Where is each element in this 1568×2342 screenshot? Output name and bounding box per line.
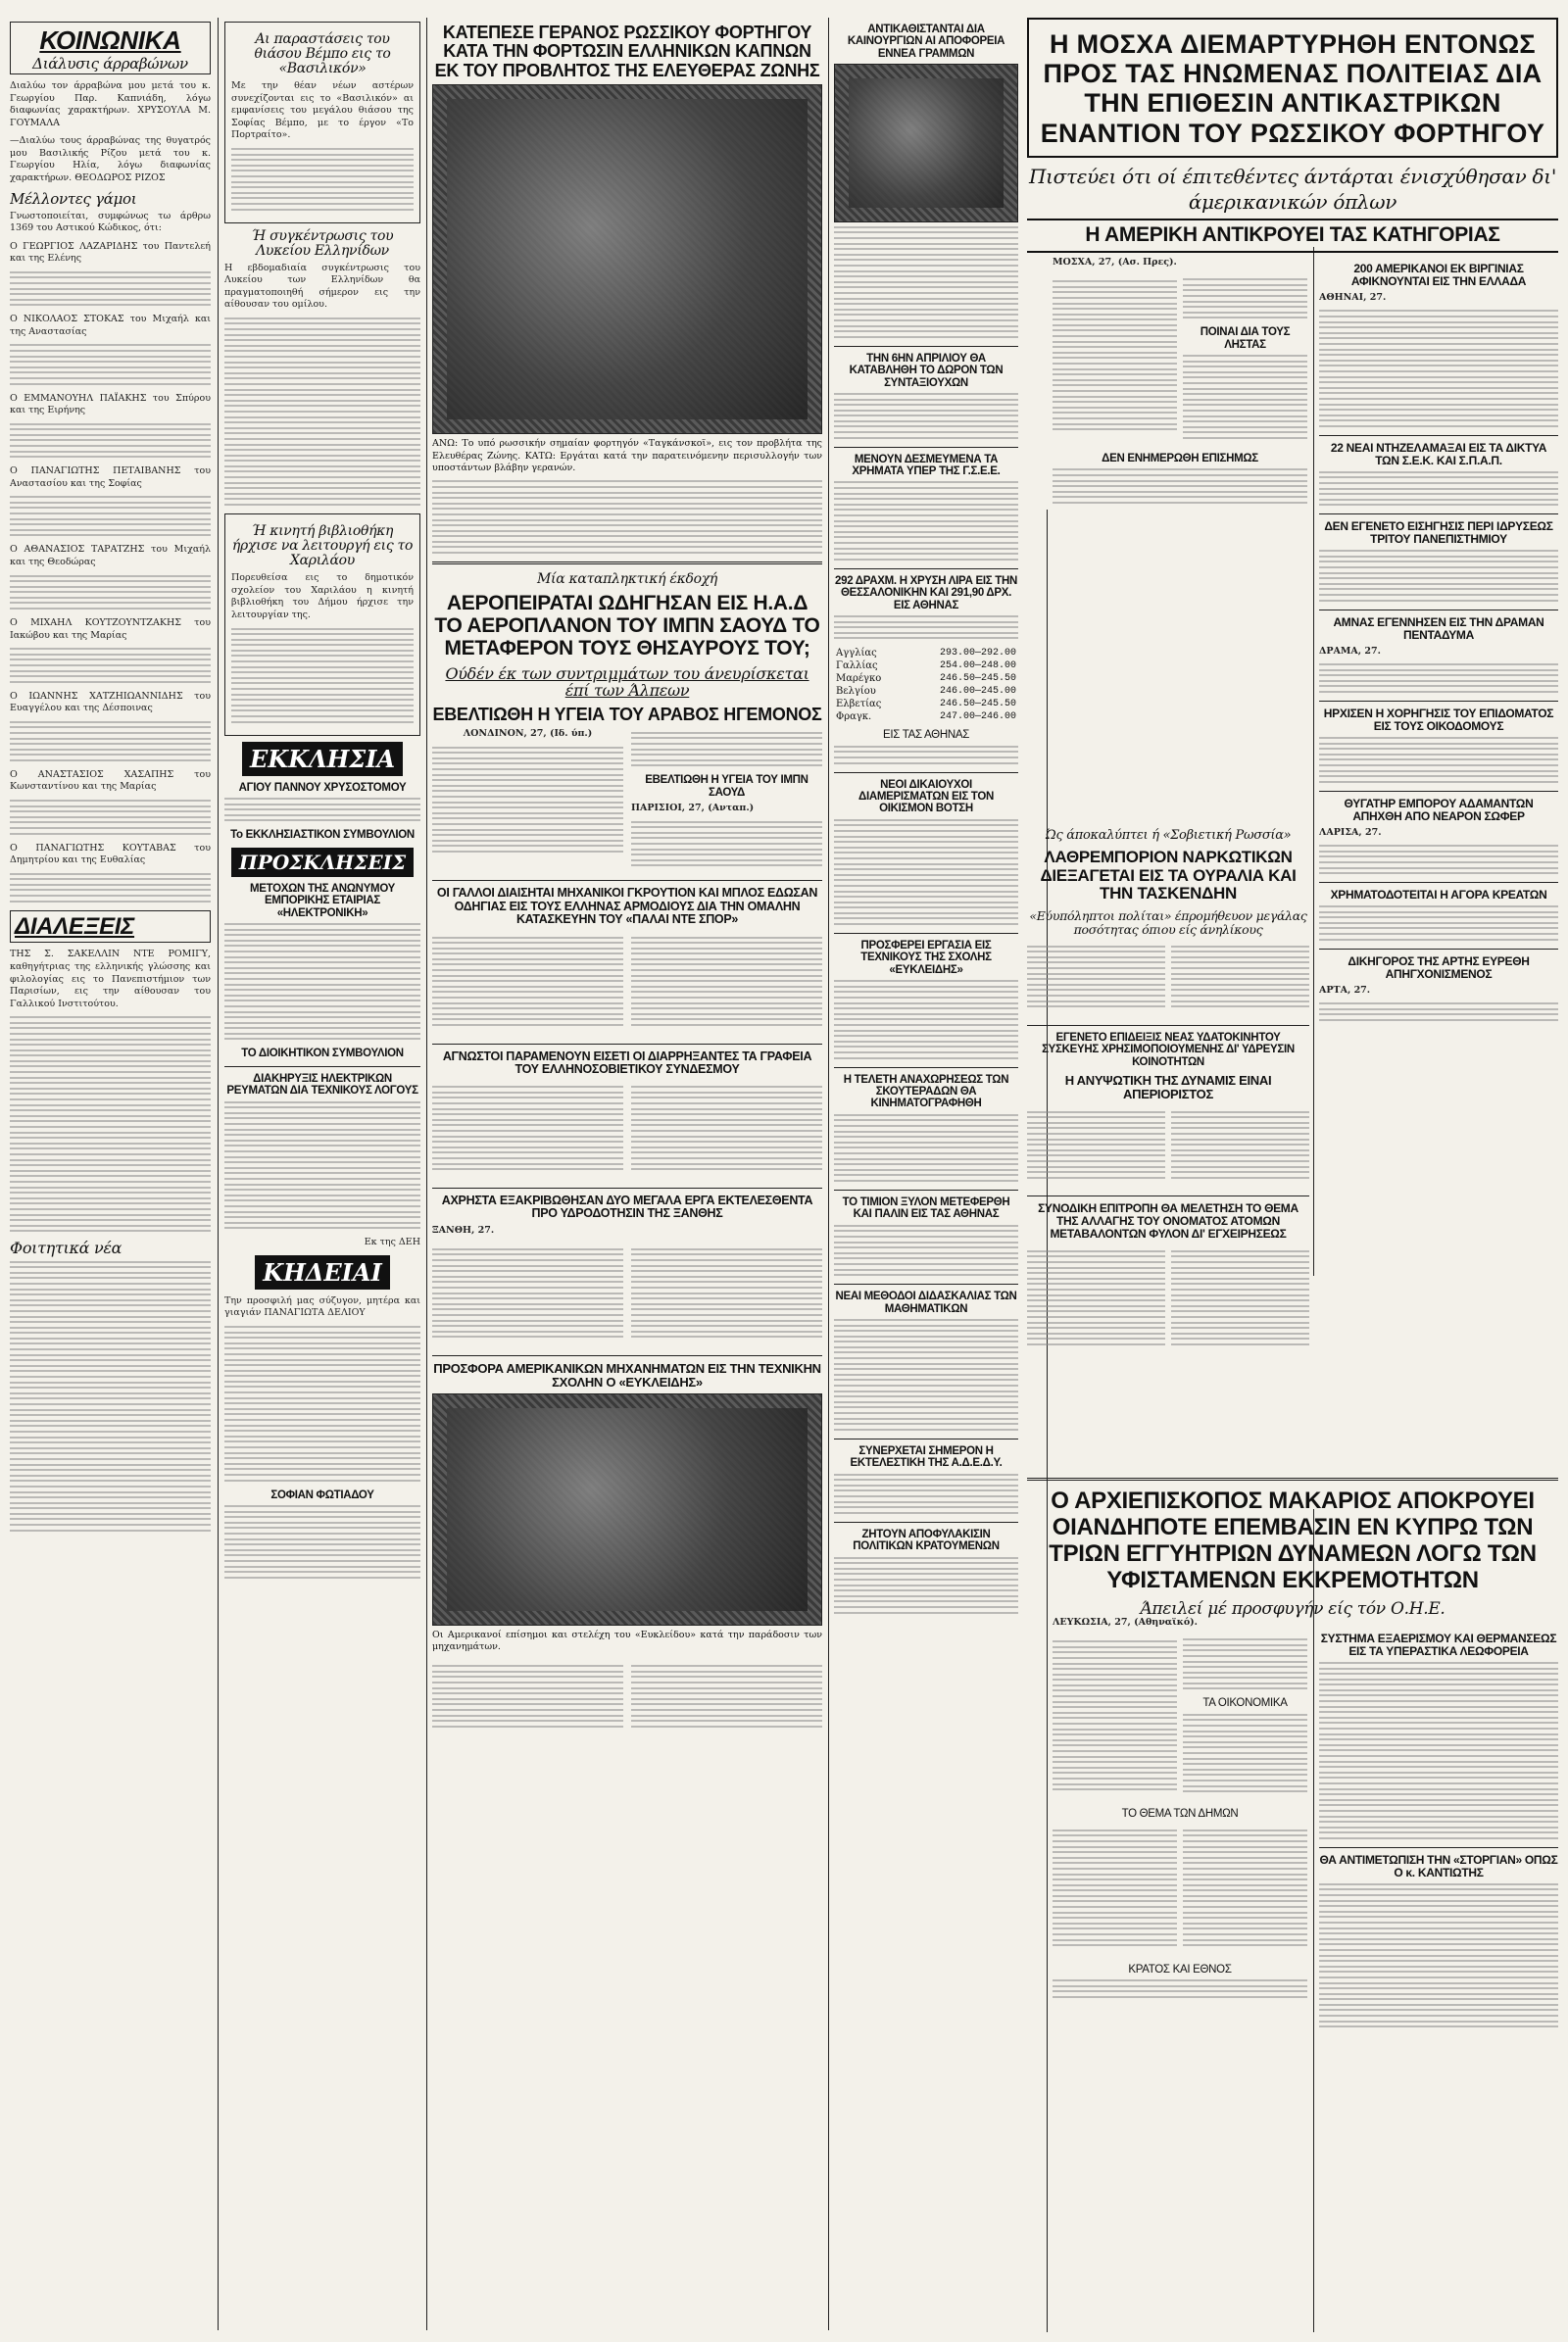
theatre-text: Με την θέαν νέων αστέρων συνεχίζονται εις το «Βασιλικόν» αι εμφανίσεις του μεγάλου θιάσου της Σοφίας Βέμπο, με το έργον «Το Πορτραίτο». [231,80,414,141]
denial-title: ΔΕΝ ΕΝΗΜΕΡΩΘΗ ΕΠΙΣΗΜΩΣ [1102,453,1258,464]
wedding-notice: Ο ΓΕΩΡΓΙΟΣ ΛΑΖΑΡΙΔΗΣ του Παντελεή και της Ελένης [10,240,211,265]
health-subhead: ΕΒΕΛΤΙΩΘΗ Η ΥΓΕΙΑ ΤΟΥ ΙΜΠΝ ΣΑΟΥΔ [645,774,808,799]
funerals-name: ΣΟΦΙΑΝ ΦΩΤΙΑΔΟΥ [270,1488,374,1501]
right-headline: ΘΥΓΑΤΗΡ ΕΜΠΟΡΟΥ ΑΔΑΜΑΝΤΩΝ ΑΠΗΧΘΗ ΑΠΟ ΝΕΑΡΟΝ ΣΩΦΕΡ [1344,796,1534,823]
wedding-notice: Ο ΑΝΑΣΤΑΣΙΟΣ ΧΑΣΑΠΗΣ του Κωνσταντίνου και της Μαρίας [10,768,211,793]
price-label: Βελγίου [836,686,876,698]
right-headline: ΔΙΚΗΓΟΡΟΣ ΤΗΣ ΑΡΤΗΣ ΕΥΡΕΘΗ ΑΠΗΓΧΟΝΙΣΜΕΝΟΣ [1348,953,1530,981]
column-announcements [224,18,420,1586]
price-value: 246.50—245.50 [939,673,1016,685]
brief-headline: ΑΝΤΙΚΑΘΙΣΤΑΝΤΑΙ ΔΙΑ ΚΑΙΝΟΥΡΓΙΩΝ ΑΙ ΑΠΟΦΟΡΕΙΑ ΕΝΝΕΑ ΓΡΑΜΜΩΝ [847,24,1005,60]
right-headline: ΔΕΝ ΕΓΕΝΕΤΟ ΕΙΣΗΓΗΣΙΣ ΠΕΡΙ ΙΔΡΥΣΕΩΣ ΤΡΙΤΟΥ ΠΑΝΕΠΙΣΤΗΜΙΟΥ [1324,519,1553,547]
gold-prices-table [834,647,1018,723]
column-news-center [432,18,822,1738]
hijack-subhead: Ούδέν έκ των συντριμμάτων του άνευρίσκεται έπί των Άλπεων [445,664,809,701]
right-dateline: ΑΡΤΑ, 27. [1319,984,1371,996]
culprits-headline: ΑΓΝΩΣΤΟΙ ΠΑΡΑΜΕΝΟΥΝ ΕΙΣΕΤΙ ΟΙ ΔΙΑΡΡΗΞΑΝΤΕΣ ΤΑ ΓΡΑΦΕΙΑ ΤΟΥ ΕΛΛΗΝΟΣΟΒΙΕΤΙΚΟΥ ΣΥΝΔΕΣΜΟΥ [442,1049,812,1077]
price-value: 293.00—292.00 [939,648,1016,659]
library-title: Ή κινητή βιβλιοθήκη ήρχισε να λειτουργή εις το Χαριλάου [231,523,414,569]
brief-headline: ΝΕΟΙ ΔΙΚΑΙΟΥΧΟΙ ΔΙΑΜΕΡΙΣΜΑΤΩΝ ΕΙΣ ΤΟΝ ΟΙΚΙΣΜΟΝ ΒΟΤΣΗ [858,778,994,815]
right-dateline: ΑΘΗΝΑΙ, 27. [1319,291,1387,303]
right-headline: ΗΡΧΙΣΕΝ Η ΧΟΡΗΓΗΣΙΣ ΤΟΥ ΕΠΙΔΟΜΑΤΟΣ ΕΙΣ ΤΟΥΣ ΟΙΚΟΔΟΜΟΥΣ [1323,707,1554,733]
wedding-notice: Ο ΠΑΝΑΓΙΩΤΗΣ ΚΟΥΤΑΒΑΣ του Δημητρίου και της Ευθαλίας [10,842,211,866]
football-headline: ΟΙ ΓΑΛΛΟΙ ΔΙΑΙΣΗΤΑΙ ΜΗΧΑΝΙΚΟΙ ΓΚΡΟΥΤΙΟΝ ΚΑΙ ΜΠΛΟΣ ΕΔΩΣΑΝ ΟΔΗΓΙΑΣ ΕΙΣ ΤΟΥΣ ΕΛΛΗΝΑΣ ΑΡΜΟΔΙΟΥΣ ΔΙΑ ΤΗΝ ΟΜΑΛΗΝ ΚΑΤΑΣΚΕΥΗΝ ΤΟΥ «ΠΑΛΑΙ ΝΤΕ ΣΠΟΡ» [436,886,818,927]
synod-headline: ΣΥΝΟΔΙΚΗ ΕΠΙΤΡΟΠΗ ΘΑ ΜΕΛΕΤΗΣΗ ΤΟ ΘΕΜΑ ΤΗΣ ΑΛΛΑΓΗΣ ΤΟΥ ΟΝΟΜΑΤΟΣ ΑΤΟΜΩΝ ΜΕΤΑΒΑΛΟΝΤΩΝ ΦΥΛΟΝ ΔΙ' ΕΓΧΕΙΡΗΣΕΩΣ [1038,1201,1298,1242]
weddings-intro: Γνωστοποιείται, συμφώνως τω άρθρω 1369 του Αστικού Κώδικος, ότι: [10,210,211,234]
main-dateline: ΜΟΣΧΑ, 27, (Ασ. Πρες). [1053,257,1177,268]
right-headline: ΣΥΣΤΗΜΑ ΕΞΑΕΡΙΣΜΟΥ ΚΑΙ ΘΕΡΜΑΝΣΕΩΣ ΕΙΣ ΤΑ ΥΠΕΡΑΣΤΙΚΑ ΛΕΩΦΟΡΕΙΑ [1320,1632,1557,1658]
price-value: 246.50—245.50 [939,699,1016,710]
right-headline: 22 ΝΕΑΙ ΝΤΗΖΕΛΑΜΑΞΑΙ ΕΙΣ ΤΑ ΔΙΚΤΥΑ ΤΩΝ Σ.Ε.Κ. ΚΑΙ Σ.Π.Α.Π. [1330,440,1547,467]
submarine-headline: ΕΓΕΝΕΤΟ ΕΠΙΔΕΙΞΙΣ ΝΕΑΣ ΥΔΑΤΟΚΙΝΗΤΟΥ ΣΥΣΚΕΥΗΣ ΧΡΗΣΙΜΟΠΟΙΟΥΜΕΝΗΣ ΔΙ' ΥΔΡΕΥΣΙΝ ΚΟΙΝΟΤΗΤΩΝ [1042,1031,1295,1068]
notice-2: —Διαλύω τους άρραβώνας της θυγατρός μου Βασιλικής Ρίζου μετά του κ. Γεωργίου Ηλία, λόγω διαφωνίας χαρακτήρων. ΘΕΟΔΩΡΟΣ ΡΙΖΟΣ [10,135,211,183]
notice-1: Διαλύω τον άρραβώνα μου μετά του κ. Γεωργίου Παρ. Καπνιάδη, λόγω διαφωνίας χαρακτήρων. ΧΡΥΣΟΥΛΑ Μ. ΓΟΥΜΑΛΑ [10,80,211,128]
funerals-text: Την προσφιλή μας σύζυγον, μητέρα και γιαγιάν ΠΑΝΑΓΙΩΤΑ ΔΕΛΙΟΥ [224,1294,420,1319]
school-headline: ΠΡΟΣΦΟΡΑ ΑΜΕΡΙΚΑΝΙΚΩΝ ΜΗΧΑΝΗΜΑΤΩΝ ΕΙΣ ΤΗΝ ΤΕΧΝΙΚΗΝ ΣΧΟΛΗΝ Ο «ΕΥΚΛΕΙΔΗΣ» [433,1360,821,1390]
price-value: 246.00—245.00 [939,686,1016,698]
students-title: Φοιτητικά νέα [10,1239,122,1258]
column-society [10,18,211,1539]
table-row [834,698,1018,710]
board-signature: ΤΟ ΔΙΟΙΚΗΤΙΚΟΝ ΣΥΜΒΟΥΛΙΟΝ [241,1048,404,1060]
brief-headline: ΜΕΝΟΥΝ ΔΕΣΜΕΥΜΕΝΑ ΤΑ ΧΡΗΜΑΤΑ ΥΠΕΡ ΤΗΣ Γ.Σ.Ε.Ε. [852,453,1001,478]
right-dateline: ΛΑΡΙΣΑ, 27. [1319,826,1382,838]
lyceum-text: Η εβδομαδιαία συγκέντρωσις του Λυκείου των Ελληνίδων θα πραγματοποιηθή σήμερον εις την αίθουσαν του ομίλου. [224,262,420,311]
section-title-social: ΚΟΙΝΩΝΙΚΑ [39,25,181,55]
wedding-notice: Ο ΝΙΚΟΛΑΟΣ ΣΤΟΚΑΣ του Μιχαήλ και της Αναστασίας [10,314,211,337]
drugs-story [1027,823,1309,1357]
funerals-title: ΚΗΔΕΙΑΙ [255,1255,390,1290]
column-right-lower [1319,1627,1558,2035]
main-story [1027,18,1558,253]
economy-label: ΤΑ ΟΙΚΟΝΟΜΙΚΑ [1202,1697,1288,1710]
drugs-kicker: Ώς άποκαλύπτει ή «Σοβιετική Ρωσσία» [1045,828,1292,843]
health-headline: ΕΒΕΛΤΙΩΘΗ Η ΥΓΕΙΑ ΤΟΥ ΑΡΑΒΟΣ ΗΓΕΜΟΝΟΣ [432,704,822,724]
library-text: Πορευθείσα εις το δημοτικόν σχολείον του Χαριλάου η κινητή βιβλιοθήκη του Δήμου ήρχισε την λειτουργίαν της. [231,572,414,620]
gold-headline: 292 ΔΡΑΧΜ. Η ΧΡΥΣΗ ΛΙΡΑ ΕΙΣ ΤΗΝ ΘΕΣΣΑΛΟΝΙΚΗΝ ΚΑΙ 291,90 ΔΡΧ. ΕΙΣ ΑΘΗΝΑΣ [835,574,1017,611]
main-subhead: Πιστεύει ότι οί έπιτεθέντες άντάρται ένισχύθησαν δι' άμερικανικών όπλων [1028,164,1557,214]
brief-headline: ΖΗΤΟΥΝ ΑΠΟΦΥΛΑΚΙΣΙΝ ΠΟΛΙΤΙΚΩΝ ΚΡΑΤΟΥΜΕΝΩΝ [853,1528,1000,1553]
tender-title: ΔΙΑΚΗΡΥΞΙΣ ΗΛΕΚΤΡΙΚΩΝ ΡΕΥΜΑΤΩΝ ΔΙΑ ΤΕΧΝΙΚΟΥΣ ΛΟΓΟΥΣ [226,1072,418,1098]
price-label: Φραγκ. [836,711,872,723]
drugs-subhead: «Εύυπόληπτοι πολίται» έπρομήθευον μεγάλας ποσότητας όπιου είς άνηλίκους [1029,908,1307,937]
lyceum-title: Ή συγκέντρωσις του Λυκείου Ελληνίδων [251,227,394,259]
price-label: Γαλλίας [836,660,878,672]
crane-caption: ΑΝΩ: Το υπό ρωσσικήν σημαίαν φορτηγόν «Ταγκάνσκοϊ», εις τον προβλήτα της Ελευθέρας Ζώνης. ΚΑΤΩ: Εργάται κατά την παρατεινόμενην περισυλλογήν των υποστάντων βλάβην γερανών. [432,438,822,473]
brief-headline: Η ΤΕΛΕΤΗ ΑΝΑΧΩΡΗΣΕΩΣ ΤΩΝ ΣΚΟΥΤΕΡΑΔΩΝ ΘΑ ΚΙΝΗΜΑΤΟΓΡΑΦΗΘΗ [843,1073,1009,1110]
main-headline: Η ΜΟΣΧΑ ΔΙΕΜΑΡΤΥΡΗΘΗ ΕΝΤΟΝΩΣ ΠΡΟΣ ΤΑΣ ΗΝΩΜΕΝΑΣ ΠΟΛΙΤΕΙΑΣ ΔΙΑ ΤΗΝ ΕΠΙΘΕΣΙΝ ΑΝΤΙΚΑΣΤΡΙΚΩΝ ΕΝΑΝΤΙΟΝ ΤΟΥ ΡΩΣΣΙΚΟΥ ΦΟΡΤΗΓΟΥ [1040,29,1545,148]
price-value: 247.00—246.00 [939,711,1016,723]
makarios-story [1027,1470,1558,1622]
church-council: Το ΕΚΚΛΗΣΙΑΣΤΙΚΟΝ ΣΥΜΒΟΥΛΙΟΝ [230,829,415,842]
brief-headline: ΣΥΝΕΡΧΕΤΑΙ ΣΗΜΕΡΟΝ Η ΕΚΤΕΛΕΣΤΙΚΗ ΤΗΣ Α.Δ.Ε.Δ.Υ. [850,1444,1003,1470]
right-headline: 200 ΑΜΕΡΙΚΑΝΟΙ ΕΚ ΒΙΡΓΙΝΙΑΣ ΑΦΙΚΝΟΥΝΤΑΙ ΕΙΣ ΤΗΝ ΕΛΛΑΔΑ [1350,262,1527,288]
table-row [834,659,1018,672]
column-right-briefs [1319,257,1558,1029]
table-row [834,685,1018,698]
crane-headline: ΚΑΤΕΠΕΣΕ ΓΕΡΑΝΟΣ ΡΩΣΣΙΚΟΥ ΦΟΡΤΗΓΟΥ ΚΑΤΑ ΤΗΝ ΦΟΡΤΩΣΙΝ ΕΛΛΗΝΙΚΩΝ ΚΑΠΝΩΝ ΕΚ ΤΟΥ ΠΡΟΒΛΗΤΟΣ ΤΗΣ ΕΛΕΥΘΕΡΑΣ ΖΩΝΗΣ [434,23,820,80]
brief-headline: ΝΕΑΙ ΜΕΘΟΔΟΙ ΔΙΔΑΣΚΑΛΙΑΣ ΤΩΝ ΜΑΘΗΜΑΤΙΚΩΝ [835,1291,1017,1315]
state-label: ΚΡΑΤΟΣ ΚΑΙ ΕΘΝΟΣ [1128,1963,1232,1976]
tender-signature: Εκ της ΔΕΗ [364,1237,420,1248]
table-row [834,672,1018,685]
invitations-sub: ΜΕΤΟΧΩΝ ΤΗΣ ΑΝΩΝΥΜΟΥ ΕΜΠΟΡΙΚΗΣ ΕΤΑΙΡΙΑΣ «ΗΛΕΚΤΡΟΝΙΚΗ» [249,882,396,919]
theatre-title: Αι παραστάσεις του θιάσου Βέμπο εις το «Βασιλικόν» [254,31,391,77]
church-name: ΑΓΙΟΥ ΠΑΝΝΟΥ ΧΡΥΣΟΣΤΟΜΟΥ [238,781,407,794]
crane-photo [432,84,822,434]
xanthi-headline: ΑΧΡΗΣΤΑ ΕΞΑΚΡΙΒΩΘΗΣΑΝ ΔΥΟ ΜΕΓΑΛΑ ΕΡΓΑ ΕΚΤΕΛΕΣΘΕΝΤΑ ΠΡΟ ΥΔΡΟΔΟΤΗΣΙΝ ΤΗΣ ΞΑΝΘΗΣ [441,1193,813,1221]
wedding-notice: Ο ΙΩΑΝΝΗΣ ΧΑΤΖΗΙΩΑΝΝΙΔΗΣ του Ευαγγέλου και της Δέσποινας [10,690,211,714]
right-headline: ΑΜΝΑΣ ΕΓΕΝΝΗΣΕΝ ΕΙΣ ΤΗΝ ΔΡΑΜΑΝ ΠΕΝΤΑΔΥΜΑ [1333,614,1544,642]
hijack-kicker: Μία καταπληκτική έκδοχή [537,571,717,588]
right-headline: ΘΑ ΑΝΤΙΜΕΤΩΠΙΣΗ ΤΗΝ «ΣΤΟΡΓΙΑΝ» ΟΠΩΣ Ο κ. ΚΑΝΤΙΩΤΗΣ [1319,1852,1558,1879]
invitations-title: ΠΡΟΣΚΛΗΣΕΙΣ [231,848,414,877]
price-label: Ελβετίας [836,699,882,710]
lectures-text: ΤΗΣ Σ. ΣΑΚΕΛΛΙΝ ΝΤΕ ΡΟΜΙΓΥ, καθηγήτριας της ελληνικής γλώσσης και φιλολογίας εις το Πανεπιστήμιον των Παρισίων, εις την αίθουσαν του Γαλλικού Ινστιτούτου. [10,949,211,1009]
london-dateline: ΛΟΝΔΙΝΟΝ, 27, (Ιδ. ύπ.) [463,728,593,740]
subtitle-engagements: Διάλυσις άρραβώνων [32,55,188,73]
price-label: Αγγλίας [836,648,877,659]
right-headline: ΧΡΗΜΑΤΟΔΟΤΕΙΤΑΙ Η ΑΓΟΡΑ ΚΡΕΑΤΩΝ [1330,888,1547,903]
brief-headline: ΤΟ ΤΙΜΙΟΝ ΞΥΛΟΝ ΜΕΤΕΦΕΡΘΗ ΚΑΙ ΠΑΛΙΝ ΕΙΣ ΤΑΣ ΑΘΗΝΑΣ [842,1195,1010,1221]
column-briefs [834,18,1018,1622]
makarios-body [1053,1617,1307,2006]
punish-title: ΠΟΙΝΑΙ ΔΙΑ ΤΟΥΣ ΛΗΣΤΑΣ [1200,326,1291,351]
right-dateline: ΔΡΑΜΑ, 27. [1319,645,1381,657]
main-subhead-2: Η ΑΜΕΡΙΚΗ ΑΝΤΙΚΡΟΥΕΙ ΤΑΣ ΚΑΤΗΓΟΡΙΑΣ [1085,222,1500,246]
wedding-notice: Ο ΕΜΜΑΝΟΥΗΛ ΠΑΪΑΚΗΣ του Σπύρου και της Ειρήνης [10,392,211,416]
makarios-subhead: Άπειλεί μέ προσφυγήν είς τόν Ο.Η.Ε. [1140,1598,1446,1619]
drugs-headline: ΛΑΘΡΕΜΠΟΡΙΟΝ ΝΑΡΚΩΤΙΚΩΝ ΔΙΕΞΑΓΕΤΑΙ ΕΙΣ ΤΑ ΟΥΡΑΛΙΑ ΚΑΙ ΤΗΝ ΤΑΣΚΕΝΔΗΝ [1040,848,1297,903]
school-caption: Οι Αμερικανοί επίσημοι και στελέχη του «Ευκλείδου» κατά την παράδοσιν των μηχανημάτων. [432,1629,822,1653]
wedding-notice: Ο ΑΘΑΝΑΣΙΟΣ ΤΑΡΑΤΖΗΣ του Μιχαήλ και της Θεοδώρας [10,544,211,567]
price-value: 254.00—248.00 [939,660,1016,672]
church-title: ΕΚΚΛΗΣΙΑ [242,742,403,776]
main-story-body [1053,257,1307,512]
paris-dateline: ΠΑΡΙΣΙΟΙ, 27, (Ανταπ.) [631,803,755,814]
brief-headline: ΤΗΝ 6ΗΝ ΑΠΡΙΛΙΟΥ ΘΑ ΚΑΤΑΒΛΗΘΗ ΤΟ ΔΩΡΟΝ ΤΩΝ ΣΥΝΤΑΞΙΟΥΧΩΝ [849,352,1004,389]
weddings-title: Μέλλοντες γάμοι [10,189,137,208]
xanthi-dateline: ΞΑΝΘΗ, 27. [432,1224,495,1236]
municipal-label: ΤΟ ΘΕΜΑ ΤΩΝ ΔΗΜΩΝ [1121,1807,1239,1820]
brief-headline: ΠΡΟΣΦΕΡΕΙ ΕΡΓΑΣΙΑ ΕΙΣ ΤΕΧΝΙΚΟΥΣ ΤΗΣ ΣΧΟΛΗΣ «ΕΥΚΛΕΙΔΗΣ» [860,940,992,976]
makarios-dateline: ΛΕΥΚΩΣΙΑ, 27, (Αθηναϊκό). [1053,1617,1198,1628]
school-photo [432,1393,822,1626]
wedding-notice: Ο ΜΙΧΑΗΛ ΚΟΥΤΖΟΥΝΤΖΑΚΗΣ του Ιακώβου και της Μαρίας [10,617,211,641]
price-label: Μαρέγκο [836,673,882,685]
hijack-headline: ΑΕΡΟΠΕΙΡΑΤΑΙ ΩΔΗΓΗΣΑΝ ΕΙΣ Η.Α.Δ ΤΟ ΑΕΡΟΠΛΑΝΟΝ ΤΟΥ ΙΜΠΝ ΣΑΟΥΔ ΤΟ ΜΕΤΑΦΕΡΟΝ ΤΟΥΣ ΘΗΣΑΥΡΟΥΣ ΤΟΥ; [434,592,820,659]
submarine-subhead: Η ΑΝΥΨΩΤΙΚΗ ΤΗΣ ΔΥΝΑΜΙΣ ΕΙΝΑΙ ΑΠΕΡΙΟΡΙΣΤΟΣ [1064,1073,1272,1102]
makarios-headline: Ο ΑΡΧΙΕΠΙΣΚΟΠΟΣ ΜΑΚΑΡΙΟΣ ΑΠΟΚΡΟΥΕΙ ΟΙΑΝΔΗΠΟΤΕ ΕΠΕΜΒΑΣΙΝ ΕΝ ΚΥΠΡΩ ΤΩΝ ΤΡΙΩΝ ΕΓΓΥΗΤΡΙΩΝ ΔΥΝΑΜΕΩΝ ΛΟΓΩ ΤΩΝ ΥΦΙΣΤΑΜΕΝΩΝ ΕΚΚΡΕΜΟΤΗΤΩΝ [1049,1488,1537,1593]
wedding-notice: Ο ΠΑΝΑΓΙΩΤΗΣ ΠΕΤΑΙΒΑΝΗΣ του Αναστασίου και της Σοφίας [10,465,211,489]
lectures-title: ΔΙΑΛΕΞΕΙΣ [15,912,135,940]
table-row [834,647,1018,659]
athens-label: ΕΙΣ ΤΑΣ ΑΘΗΝΑΣ [882,729,970,742]
table-row [834,710,1018,723]
brief-photo [834,64,1018,222]
